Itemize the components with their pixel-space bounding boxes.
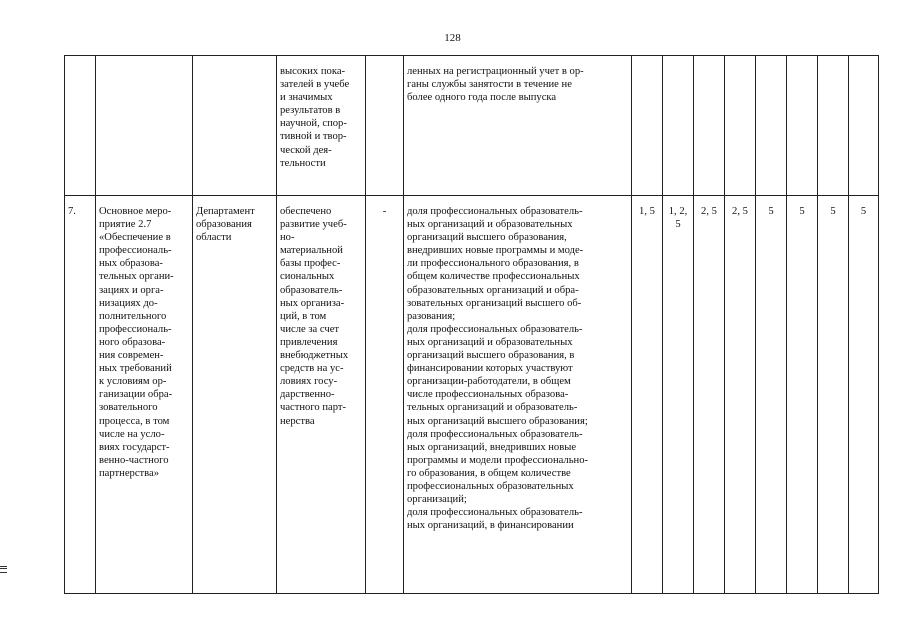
cell-value [849,56,879,196]
cell-event [96,56,193,196]
table-row [65,196,879,594]
cell-dash [366,56,404,196]
cell-value [756,56,787,196]
cell-number [65,56,96,196]
cell-value [694,56,725,196]
cell-value: 2, 5 [725,196,756,594]
cell-result: высоких пока- зателей в учебе и значимых результатов в научной, спор- тивной и твор- ческой дея- тельности [277,56,366,196]
cell-indicator: ленных на регистрационный учет в ор- ганы службы занятости в течение не более одного года после выпуска [404,56,632,196]
cell-value: 1, 5 [632,196,663,594]
cell-executor [193,56,277,196]
table-row [65,56,879,196]
cell-value [632,56,663,196]
cell-executor: Департамент образования области [193,196,277,594]
cell-value: 5 [787,196,818,594]
cell-result: обеспечено развитие учеб- но- материальной базы профес- сиональных образователь- ных организа- ций, в том числе за счет привлечения внебюджетных средств на ус- ловиях госу- дарственно- частного парт- нерства [277,196,366,594]
cell-value [818,56,849,196]
margin-mark [0,566,7,573]
cell-value [787,56,818,196]
program-table [64,55,879,594]
cell-value [725,56,756,196]
cell-value: 2, 5 [694,196,725,594]
cell-value: 5 [849,196,879,594]
page-number: 128 [444,32,461,44]
cell-dash: - [366,196,404,594]
cell-value: 5 [818,196,849,594]
cell-number: 7. [65,196,96,594]
cell-indicator: доля профессиональных образователь- ных организаций и образовательных организаций высшего образования, внедривших новые программы и моде- ли профессионального образования, в общем количестве профессиональных образовательных организаций и обра- зовательных организаций высшего об- разования; доля профессиональных образователь- ных организаций и образовательных организаций высшего образования, в финансировании которых участвуют организации-работодатели, в общем числе профессиональных образова- тельных организаций и образователь- ных организаций высшего образования; доля профессиональных образователь- ных организаций, внедривших новые программы и модели профессионально- го образования, в общем количестве профессиональных образовательных организаций; доля профессиональных образователь- ных организаций, в финансировании [404,196,632,594]
cell-value [663,56,694,196]
cell-event: Основное меро- приятие 2.7 «Обеспечение в профессиональ- ных образова- тельных органи- зациях и орга- низациях до- полнительного профессиональ- ного образова- ния современ- ных требований к условиям ор- ганизации обра- зовательного процесса, в том числе на усло- виях государст- венно-частного партнерства» [96,196,193,594]
cell-value: 1, 2, 5 [663,196,694,594]
cell-value: 5 [756,196,787,594]
